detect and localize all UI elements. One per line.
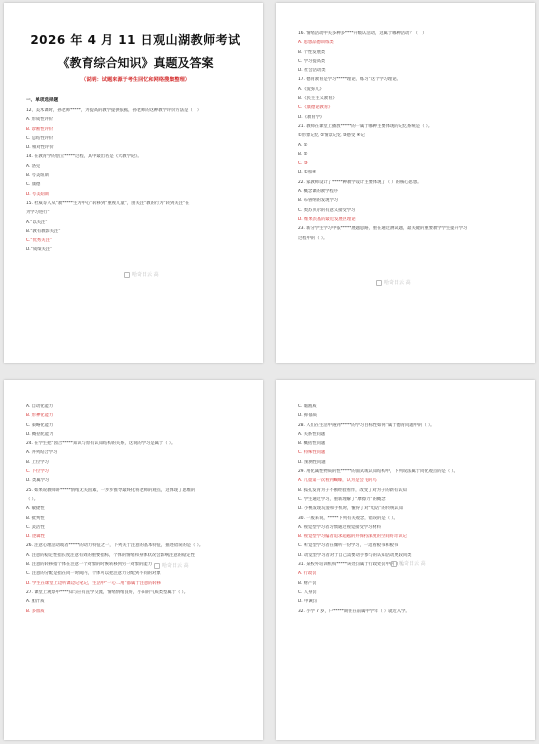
answer-line: C.“优秀关注” (26, 238, 53, 244)
watermark: 哈奇日云 高 (376, 279, 411, 286)
question-list (298, 404, 517, 614)
question-line: A.《爱弥儿》 (298, 86, 324, 92)
question-list (298, 31, 517, 241)
question-line: B. 夸美纽斯 (26, 173, 49, 179)
document-page-2 (276, 3, 535, 363)
question-line: A. ① (298, 142, 308, 148)
answer-line: A. 行政罚 (298, 571, 317, 577)
question-line: D. 预测性问题 (298, 459, 326, 465)
question-line: 12、美术课时，孙老师*****，为提高的教学提供依据，孙老师的这种教学评价方法是（ ） (26, 108, 202, 113)
question-line: A. 胆汁质 (26, 599, 45, 605)
question-line: D. 社会活动类 (298, 68, 326, 74)
question-line: B. ② (298, 151, 308, 157)
question-line: A. 概念课的教学程序 (298, 189, 338, 195)
question-line: D. 抑郁质 (298, 413, 317, 419)
question-line: D. 相对性评价 (26, 145, 54, 151)
question-line: B. 注意的转移指个体在注意一个对象的时候转移到另一对象的能力 (26, 562, 152, 568)
question-line: A. 视觉型学习者习惯通过视觉接受学习材料 (298, 524, 381, 530)
question-line: D. 类属学习 (26, 478, 50, 484)
answer-line: B. 多血质 (26, 608, 45, 614)
question-line: 17. 德育教育是学习*****理论、练习”这个学习理论。 (298, 77, 401, 83)
question-line: 30. 一般来说，*****下列有关观念，错误的是（ ）。 (298, 515, 398, 521)
question-line: 14. 在教育学的创立*****过程，其中最出名是《大教学论》。 (26, 154, 142, 160)
question-line: 16. 情绪活动中关多种多****升级认活动，这属于哪种活动？（ ） (298, 31, 427, 36)
watermark: 哈奇日云 高 (154, 562, 189, 569)
source-note: （说明：试题来源于考生回忆和网络搜集整理） (81, 77, 190, 83)
question-line: 为学习进行” (26, 210, 50, 216)
question-line: B.“教有教影关注” (26, 228, 61, 234)
answer-line: B. 视觉型学习偏者追求超越的并保持深度的空间好奇识记 (298, 534, 407, 540)
watermark-logo-icon (376, 280, 382, 286)
question-line: 23. 新分学生学习中依*****展题思路，重在通过测试题，最关键的重要教学学生提升学习 (298, 226, 468, 232)
document-page-3 (4, 380, 263, 740)
question-line: B. 狐孔发育为子不断经验看作，改变了对为子的新有认知 (298, 487, 407, 493)
question-list (26, 404, 245, 614)
question-line: D. 申诫罚 (298, 599, 317, 605)
question-line: B. 上位学习 (26, 459, 49, 465)
document-subtitle: 《教育综合知识》真题及答案 (57, 56, 214, 70)
answer-line: B. 诊断性评价 (26, 126, 54, 132)
question-line: 28. 人们在生活中遇到*****的学习目标性如何”属于德育问题中的（ ）。 (298, 422, 435, 428)
document-title: 2026 年 4 月 11 日观山湖教师考试 (30, 33, 241, 47)
question-line: 过程中的（ ）。 (298, 235, 328, 241)
answer-line: D. 夸美纽斯 (26, 191, 50, 197)
question-line: D. 概括化能力 (26, 431, 54, 437)
question-list (26, 108, 245, 252)
question-line: 32. 小学 7 岁，户*****期住在前属中学年（ ）就近入学。 (298, 608, 410, 614)
question-line: C. 注意的分配是指在同一时间内，个体可以把注意力分配到不同的对象 (26, 571, 161, 577)
question-line: C. 人身罚 (298, 589, 317, 595)
question-line: C. 策略化能力 (26, 422, 54, 428)
answer-line: C. 特殊性问题 (298, 450, 326, 456)
answer-line: D. 学生在课堂上边听课边记笔记，生活中“一心二用”都属于注意的转移 (26, 580, 162, 586)
question-line: C. 总结性评价 (26, 135, 54, 141)
answer-line: D. 维果茨基的最近发展区理论 (298, 216, 356, 222)
question-line: 29. 用化属性物质的性*****的面式或认知结构中，下列说法属于同化观点的是（ ）。 (298, 469, 458, 475)
question-line: 31. 某校外培训机构*****该处罚属于行政处罚中的（ ）。 (298, 562, 407, 568)
question-line: C. 奥苏贝尔的有意义接受学习 (298, 207, 356, 213)
watermark: 哈奇日云 高 (124, 271, 159, 278)
question-line: B. 财产罚 (298, 580, 317, 586)
question-line: A. 形成性评价 (26, 117, 54, 123)
question-line: C. 学生通过学习，重新理解了“摩擦力”的概念 (298, 496, 386, 502)
question-line: （ ）。 (26, 496, 39, 502)
answer-line: A. 儿童第一次看到蝴蝶，认为是会飞的鸟 (298, 478, 377, 484)
question-line: B. 布鲁纳的发现学习 (298, 198, 339, 204)
section-heading: 一、单项选择题 (26, 98, 59, 103)
question-line: D. 小桃发现玩耍和手机时，懂得了对“电话”的传统认知 (298, 506, 404, 512)
watermark: 哈奇日云 高 (391, 560, 426, 567)
question-line: B.《民主主义教育》 (298, 96, 337, 102)
question-line: D.“成绩关注” (26, 247, 53, 253)
answer-line: A. 思想品德训练类 (298, 40, 334, 46)
question-line: 26. 注意心理活动或者*****的动力特征之一，下列关于注意的基本特征，描述错误的是（ ）。 (26, 543, 204, 549)
document-page-1 (4, 3, 263, 363)
question-line: A. 关系性问题 (298, 431, 326, 437)
question-line: ①形象记忆 ②情景记忆 ③感受 ④记 (298, 133, 365, 139)
question-line: C. 听觉型学习者在倾听一份学习，一边看板书和板书 (298, 543, 399, 549)
question-line: 24. 在学生把“园合*****知识与原有认知结构的关系，这说的学习是属于（ ）。 (26, 441, 176, 447)
question-line: C. 黏液质 (298, 404, 317, 409)
question-line: C. 康德 (26, 182, 41, 188)
question-line: D.《教育学》 (298, 114, 325, 120)
answer-line: C.《康德论教育》 (298, 105, 333, 111)
watermark-logo-icon (391, 561, 397, 567)
question-line: A. 敏捷性 (26, 506, 45, 512)
question-line: C. 灵活性 (26, 524, 45, 530)
question-line: A. 洛克 (26, 163, 41, 169)
answer-line: C. ③ (298, 161, 308, 167)
question-line: D. 动觉型学习者对于自己需要动手参与的认知活动更较同类 (298, 552, 412, 558)
document-page-4 (276, 380, 535, 740)
question-line: 22. 家教师设计了*****种教学设计主要体现了（ ）的核心思想。 (298, 179, 422, 185)
watermark-logo-icon (124, 272, 130, 278)
question-line: A. 自动化能力 (26, 404, 54, 409)
answer-line: B. 形神化能力 (26, 413, 54, 419)
question-line: B. 概括性问题 (298, 441, 326, 447)
question-line: B. 批判性 (26, 515, 45, 521)
answer-line: C. 下位学习 (26, 469, 49, 475)
watermark-logo-icon (154, 563, 160, 569)
answer-line: D. 逻辑性 (26, 534, 45, 540)
question-line: C. 学习提高类 (298, 58, 326, 64)
question-line: 15. 杜威等人从“教*****生为中心”转移到“重视儿童”，由关注“教的行为”转到关注“在 (26, 200, 190, 206)
question-line: 21. 教师在课堂上播放*****的一属于哪种主要体现的记忆系统是（ ）。 (298, 123, 433, 129)
question-line: A. 注意的稳定性指长度注意有效的重要指标，个体的情绪和身体状况会影响注意的稳定性 (26, 552, 195, 558)
question-line: 25. 如果说教师讲*****情绪无关因素，一步步推导最终化将老师的观点，这体现了思维的 (26, 487, 196, 493)
question-line: 27. 课堂上观察中****知与应有直学交流，情绪情绪良好，小田的气质类型属于（ ）。 (26, 589, 189, 595)
question-line: B. 个性发展类 (298, 49, 326, 55)
question-line: A.“以关注” (26, 219, 48, 225)
question-line: D. ①和④ (298, 170, 317, 176)
question-line: A. 并列结合学习 (26, 450, 58, 456)
